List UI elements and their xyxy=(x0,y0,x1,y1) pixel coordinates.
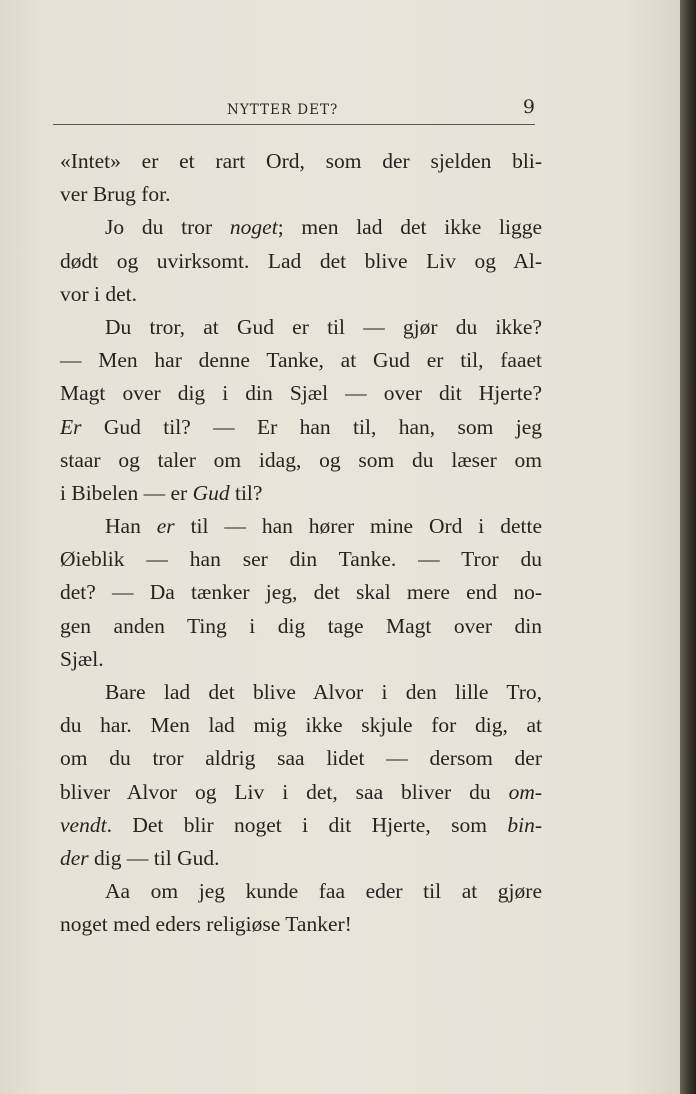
text-line xyxy=(60,610,542,643)
text-segment: Gud til? — Er han til, han, som jeg xyxy=(81,414,542,439)
text-segment: det? — Da tænker jeg, det skal mere end no- xyxy=(60,580,542,605)
body-text xyxy=(60,145,542,942)
italic-text: Er xyxy=(60,414,82,439)
text-line xyxy=(60,278,542,311)
text-segment: noget med eders religiøse Tanker! xyxy=(60,912,352,937)
text-line xyxy=(60,178,542,211)
text-line xyxy=(60,211,542,244)
text-segment: bliver Alvor og Liv i det, saa bliver du xyxy=(60,779,509,804)
text-segment: dig — til Gud. xyxy=(88,845,220,870)
text-line xyxy=(60,908,542,941)
text-segment: Magt over dig i din Sjæl — over dit Hjerte? xyxy=(60,381,542,406)
italic-text: vendt xyxy=(60,812,107,837)
page-header xyxy=(53,92,535,125)
running-title: NYTTER DET? xyxy=(227,102,339,118)
text-segment: Du tror, at Gud er til — gjør du ikke? xyxy=(105,314,542,339)
text-segment: . Det blir noget i dit Hjerte, som xyxy=(106,812,508,837)
text-line xyxy=(60,742,542,775)
text-line xyxy=(60,643,542,676)
text-line xyxy=(60,576,542,609)
italic-text: bin- xyxy=(507,812,542,837)
text-line xyxy=(60,842,542,875)
text-segment: til — han hører mine Ord i dette xyxy=(174,514,542,539)
italic-text: er xyxy=(156,514,175,539)
text-line xyxy=(60,477,542,510)
text-line xyxy=(60,709,542,742)
text-line xyxy=(60,311,542,344)
italic-text: der xyxy=(60,845,89,870)
text-line xyxy=(60,776,542,809)
text-segment: Sjæl. xyxy=(60,646,104,671)
text-segment: Øieblik — han ser din Tanke. — Tror du xyxy=(60,547,542,572)
page-number: 9 xyxy=(522,96,535,118)
text-line xyxy=(60,875,542,908)
text-segment: dødt og uvirksomt. Lad det blive Liv og Al- xyxy=(60,248,542,273)
text-line xyxy=(60,377,542,410)
text-segment: gen anden Ting i dig tage Magt over din xyxy=(60,613,542,638)
text-segment: ; men lad det ikke ligge xyxy=(277,215,542,240)
text-segment: i Bibelen — er xyxy=(60,480,193,505)
text-line xyxy=(60,344,542,377)
text-segment: du har. Men lad mig ikke skjule for dig, at xyxy=(60,713,542,738)
text-segment: Han xyxy=(105,514,157,539)
text-segment: — Men har denne Tanke, at Gud er til, faaet xyxy=(60,348,542,373)
book-spine xyxy=(680,0,696,1094)
italic-text: om- xyxy=(508,779,542,804)
text-segment: «Intet» er et rart Ord, som der sjelden bli- xyxy=(60,149,542,173)
text-segment: om du tror aldrig saa lidet — dersom der xyxy=(60,746,542,771)
text-segment: Bare lad det blive Alvor i den lille Tro, xyxy=(105,680,542,704)
text-line xyxy=(60,543,542,576)
text-segment: Jo du tror xyxy=(105,215,230,240)
text-line xyxy=(60,145,542,178)
text-line xyxy=(60,510,542,543)
italic-text: noget xyxy=(229,215,278,240)
text-segment: Aa om jeg kunde faa eder til at gjøre xyxy=(105,879,542,904)
text-line xyxy=(60,676,542,709)
text-segment: vor i det. xyxy=(60,281,138,306)
italic-text: Gud xyxy=(192,480,230,505)
text-line xyxy=(60,245,542,278)
text-segment: staar og taler om idag, og som du læser om xyxy=(60,447,542,472)
text-segment: ver Brug for. xyxy=(60,182,171,207)
text-line xyxy=(60,411,542,444)
text-segment: til? xyxy=(229,480,263,505)
text-line xyxy=(60,444,542,477)
text-line xyxy=(60,809,542,842)
